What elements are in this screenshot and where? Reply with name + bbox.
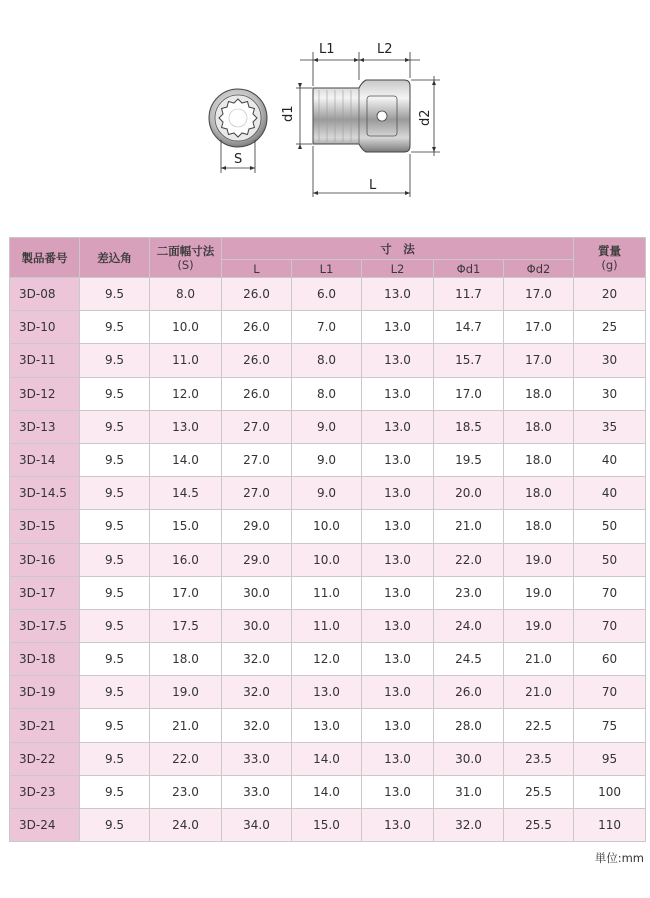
socket-front-view [209, 89, 267, 147]
cell-diameter-d2: 22.5 [504, 709, 574, 742]
cell-weight: 60 [574, 643, 646, 676]
l2-label: L2 [377, 42, 393, 57]
cell-weight: 50 [574, 510, 646, 543]
cell-diameter-d1: 19.5 [434, 443, 504, 476]
cell-diameter-d2: 18.0 [504, 510, 574, 543]
cell-length-l2: 13.0 [362, 576, 434, 609]
cell-length-l1: 9.0 [292, 410, 362, 443]
cell-weight: 30 [574, 344, 646, 377]
cell-length-l2: 13.0 [362, 410, 434, 443]
cell-weight: 70 [574, 576, 646, 609]
cell-drive: 9.5 [80, 443, 150, 476]
cell-length-l2: 13.0 [362, 676, 434, 709]
header-dimensions: 寸 法 [222, 238, 574, 260]
cell-length-l1: 7.0 [292, 311, 362, 344]
cell-length-l2: 13.0 [362, 311, 434, 344]
cell-diameter-d2: 19.0 [504, 576, 574, 609]
subheader-cell: Φd2 [504, 260, 574, 278]
cell-model: 3D-16 [10, 543, 80, 576]
cell-length-l: 30.0 [222, 576, 292, 609]
cell-weight: 30 [574, 377, 646, 410]
cell-length-l1: 8.0 [292, 377, 362, 410]
cell-diameter-d1: 31.0 [434, 775, 504, 808]
cell-diameter-d2: 18.0 [504, 443, 574, 476]
cell-length-l2: 13.0 [362, 643, 434, 676]
cell-drive: 9.5 [80, 676, 150, 709]
cell-length-l2: 13.0 [362, 809, 434, 842]
cell-width-s: 14.0 [150, 443, 222, 476]
cell-diameter-d1: 20.0 [434, 477, 504, 510]
cell-length-l2: 13.0 [362, 709, 434, 742]
cell-length-l: 32.0 [222, 676, 292, 709]
cell-width-s: 13.0 [150, 410, 222, 443]
cell-diameter-d2: 23.5 [504, 742, 574, 775]
d1-label: d1 [281, 105, 296, 122]
cell-diameter-d2: 17.0 [504, 344, 574, 377]
cell-diameter-d1: 17.0 [434, 377, 504, 410]
cell-drive: 9.5 [80, 311, 150, 344]
cell-diameter-d2: 18.0 [504, 377, 574, 410]
cell-drive: 9.5 [80, 809, 150, 842]
cell-model: 3D-15 [10, 510, 80, 543]
subheader-cell: Φd1 [434, 260, 504, 278]
cell-model: 3D-24 [10, 809, 80, 842]
cell-length-l1: 8.0 [292, 344, 362, 377]
cell-model: 3D-08 [10, 278, 80, 311]
d1-dimension [296, 83, 312, 149]
cell-drive: 9.5 [80, 709, 150, 742]
cell-model: 3D-18 [10, 643, 80, 676]
cell-width-s: 24.0 [150, 809, 222, 842]
cell-diameter-d2: 21.0 [504, 676, 574, 709]
table-row [10, 643, 646, 676]
table-row [10, 311, 646, 344]
socket-dimension-diagram [0, 0, 650, 215]
cell-length-l1: 13.0 [292, 709, 362, 742]
cell-width-s: 15.0 [150, 510, 222, 543]
cell-weight: 95 [574, 742, 646, 775]
cell-diameter-d2: 17.0 [504, 311, 574, 344]
cell-length-l1: 9.0 [292, 477, 362, 510]
cell-drive: 9.5 [80, 344, 150, 377]
cell-length-l: 26.0 [222, 344, 292, 377]
header-width [150, 238, 222, 278]
cell-length-l2: 13.0 [362, 742, 434, 775]
cell-model: 3D-23 [10, 775, 80, 808]
cell-drive: 9.5 [80, 477, 150, 510]
cell-weight: 110 [574, 809, 646, 842]
cell-width-s: 21.0 [150, 709, 222, 742]
cell-length-l2: 13.0 [362, 543, 434, 576]
cell-diameter-d2: 18.0 [504, 477, 574, 510]
cell-length-l: 27.0 [222, 477, 292, 510]
cell-diameter-d2: 21.0 [504, 643, 574, 676]
cell-model: 3D-17.5 [10, 609, 80, 642]
cell-length-l1: 6.0 [292, 278, 362, 311]
cell-length-l: 27.0 [222, 443, 292, 476]
cell-length-l2: 13.0 [362, 477, 434, 510]
cell-drive: 9.5 [80, 410, 150, 443]
table-body [10, 278, 646, 842]
table-row [10, 809, 646, 842]
cell-length-l1: 14.0 [292, 742, 362, 775]
cell-length-l1: 11.0 [292, 609, 362, 642]
cell-model: 3D-21 [10, 709, 80, 742]
cell-drive: 9.5 [80, 576, 150, 609]
cell-weight: 40 [574, 477, 646, 510]
subheader-cell: L2 [362, 260, 434, 278]
cell-drive: 9.5 [80, 377, 150, 410]
cell-weight: 70 [574, 609, 646, 642]
cell-width-s: 16.0 [150, 543, 222, 576]
cell-drive: 9.5 [80, 742, 150, 775]
cell-length-l: 32.0 [222, 709, 292, 742]
cell-model: 3D-19 [10, 676, 80, 709]
cell-weight: 20 [574, 278, 646, 311]
cell-width-s: 23.0 [150, 775, 222, 808]
cell-length-l1: 11.0 [292, 576, 362, 609]
header-model: 製品番号 [10, 238, 80, 278]
cell-diameter-d1: 32.0 [434, 809, 504, 842]
socket-spec-table [9, 237, 646, 842]
cell-weight: 75 [574, 709, 646, 742]
cell-length-l1: 10.0 [292, 510, 362, 543]
subheader-cell: L [222, 260, 292, 278]
socket-side-view [313, 80, 410, 152]
cell-length-l2: 13.0 [362, 377, 434, 410]
cell-model: 3D-22 [10, 742, 80, 775]
table-row [10, 709, 646, 742]
table-row [10, 344, 646, 377]
cell-length-l: 30.0 [222, 609, 292, 642]
cell-diameter-d1: 21.0 [434, 510, 504, 543]
table-row [10, 410, 646, 443]
l-dimension [313, 146, 410, 197]
cell-width-s: 14.5 [150, 477, 222, 510]
table-row [10, 543, 646, 576]
cell-width-s: 22.0 [150, 742, 222, 775]
table-row [10, 742, 646, 775]
header-drive: 差込角 [80, 238, 150, 278]
cell-length-l1: 14.0 [292, 775, 362, 808]
cell-length-l2: 13.0 [362, 510, 434, 543]
cell-length-l: 26.0 [222, 311, 292, 344]
cell-width-s: 10.0 [150, 311, 222, 344]
table-row [10, 278, 646, 311]
cell-length-l2: 13.0 [362, 775, 434, 808]
header-weight-line1: 質量 [598, 243, 622, 258]
table-row [10, 377, 646, 410]
cell-weight: 35 [574, 410, 646, 443]
cell-diameter-d1: 30.0 [434, 742, 504, 775]
header-weight-line2: (g) [601, 257, 618, 272]
cell-length-l2: 13.0 [362, 609, 434, 642]
cell-width-s: 18.0 [150, 643, 222, 676]
cell-length-l: 26.0 [222, 377, 292, 410]
l-label: L [369, 178, 377, 193]
d2-label: d2 [418, 109, 433, 126]
cell-length-l1: 9.0 [292, 443, 362, 476]
table-row [10, 510, 646, 543]
cell-diameter-d1: 15.7 [434, 344, 504, 377]
cell-length-l2: 13.0 [362, 278, 434, 311]
cell-width-s: 19.0 [150, 676, 222, 709]
cell-length-l2: 13.0 [362, 443, 434, 476]
cell-weight: 70 [574, 676, 646, 709]
cell-model: 3D-14.5 [10, 477, 80, 510]
cell-length-l: 27.0 [222, 410, 292, 443]
table-row [10, 477, 646, 510]
header-width-line1: 二面幅寸法 [156, 243, 215, 258]
cell-diameter-d1: 28.0 [434, 709, 504, 742]
cell-diameter-d2: 18.0 [504, 410, 574, 443]
cell-length-l1: 12.0 [292, 643, 362, 676]
subheader-cell: L1 [292, 260, 362, 278]
cell-model: 3D-12 [10, 377, 80, 410]
cell-diameter-d1: 22.0 [434, 543, 504, 576]
cell-length-l: 26.0 [222, 278, 292, 311]
cell-diameter-d2: 25.5 [504, 809, 574, 842]
cell-model: 3D-10 [10, 311, 80, 344]
cell-length-l2: 13.0 [362, 344, 434, 377]
cell-length-l1: 10.0 [292, 543, 362, 576]
cell-diameter-d1: 24.0 [434, 609, 504, 642]
header-width-line2: (S) [177, 257, 194, 272]
cell-weight: 50 [574, 543, 646, 576]
cell-width-s: 17.0 [150, 576, 222, 609]
s-label: S [234, 152, 243, 167]
cell-drive: 9.5 [80, 543, 150, 576]
cell-diameter-d2: 17.0 [504, 278, 574, 311]
cell-diameter-d1: 24.5 [434, 643, 504, 676]
cell-model: 3D-13 [10, 410, 80, 443]
cell-length-l1: 13.0 [292, 676, 362, 709]
cell-model: 3D-11 [10, 344, 80, 377]
cell-diameter-d1: 23.0 [434, 576, 504, 609]
cell-length-l: 33.0 [222, 742, 292, 775]
cell-drive: 9.5 [80, 510, 150, 543]
cell-length-l1: 15.0 [292, 809, 362, 842]
cell-length-l: 33.0 [222, 775, 292, 808]
cell-model: 3D-14 [10, 443, 80, 476]
cell-width-s: 11.0 [150, 344, 222, 377]
cell-length-l: 32.0 [222, 643, 292, 676]
header-weight [574, 238, 646, 278]
table-row [10, 609, 646, 642]
cell-diameter-d2: 19.0 [504, 609, 574, 642]
cell-length-l: 29.0 [222, 543, 292, 576]
cell-diameter-d1: 14.7 [434, 311, 504, 344]
cell-diameter-d2: 19.0 [504, 543, 574, 576]
cell-length-l: 29.0 [222, 510, 292, 543]
table-row [10, 775, 646, 808]
table-row [10, 576, 646, 609]
table-row [10, 676, 646, 709]
unit-note: 単位:mm [594, 851, 644, 865]
cell-drive: 9.5 [80, 609, 150, 642]
cell-diameter-d1: 18.5 [434, 410, 504, 443]
l1-label: L1 [319, 42, 335, 57]
cell-diameter-d1: 26.0 [434, 676, 504, 709]
cell-width-s: 8.0 [150, 278, 222, 311]
table-row [10, 443, 646, 476]
cell-weight: 40 [574, 443, 646, 476]
cell-diameter-d1: 11.7 [434, 278, 504, 311]
cell-weight: 100 [574, 775, 646, 808]
cell-drive: 9.5 [80, 775, 150, 808]
cell-width-s: 17.5 [150, 609, 222, 642]
cell-width-s: 12.0 [150, 377, 222, 410]
cell-weight: 25 [574, 311, 646, 344]
cell-drive: 9.5 [80, 278, 150, 311]
table-header [10, 238, 646, 278]
cell-model: 3D-17 [10, 576, 80, 609]
cell-drive: 9.5 [80, 643, 150, 676]
cell-length-l: 34.0 [222, 809, 292, 842]
cell-diameter-d2: 25.5 [504, 775, 574, 808]
